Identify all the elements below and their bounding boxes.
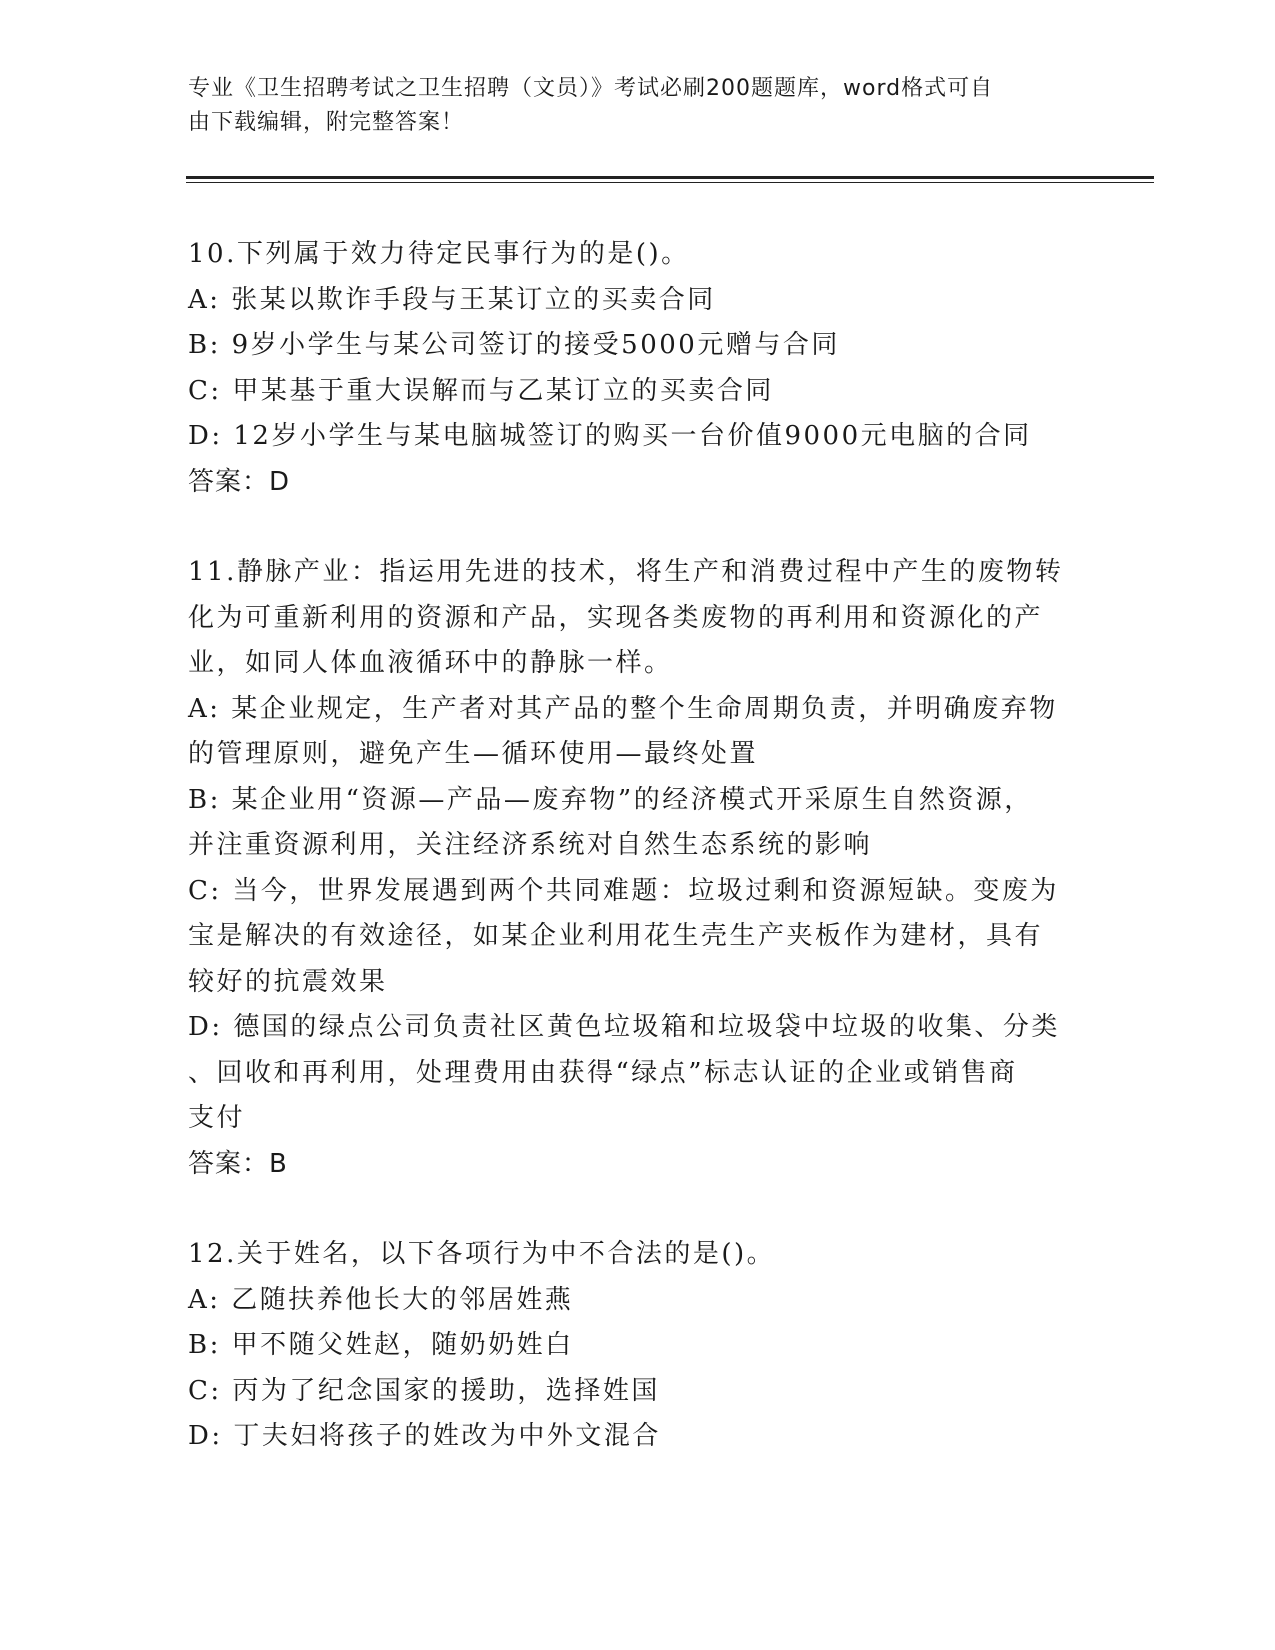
question-12 — [188, 1232, 1088, 1460]
header-line-2: 由下载编辑，附完整答案！ — [188, 110, 465, 135]
option-c: C: 当今，世界发展遇到两个共同难题：垃圾过剩和资源短缺。变废为 — [188, 875, 1059, 906]
question-stem: 10.下列属于效力待定民事行为的是()。 — [188, 239, 690, 269]
option-d: D: 丁夫妇将孩子的姓改为中外文混合 — [188, 1421, 661, 1451]
option-d: D: 德国的绿点公司负责社区黄色垃圾箱和垃圾袋中垃圾的收集、分类 — [188, 1012, 1060, 1042]
option-d-continued: 、回收和再利用，处理费用由获得“绿点”标志认证的企业或销售商 — [188, 1057, 1018, 1088]
option-b: B: 9岁小学生与某公司签订的接受5000元赠与合同 — [188, 330, 840, 360]
option-b-continued: 并注重资源利用，关注经济系统对自然生态系统的影响 — [188, 830, 873, 860]
answer-line: 答案：D — [188, 466, 291, 497]
header-divider-thin — [186, 182, 1154, 183]
document-header — [188, 72, 1068, 140]
option-b: B: 某企业用“资源—产品—废弃物”的经济模式开采原生自然资源， — [188, 784, 1033, 815]
question-list — [188, 232, 1088, 1460]
spacer — [188, 505, 1088, 550]
question-stem: 11.静脉产业：指运用先进的技术，将生产和消费过程中产生的废物转 — [188, 557, 1064, 587]
question-10 — [188, 232, 1088, 505]
header-line-1: 专业《卫生招聘考试之卫生招聘（文员）》考试必刷200题题库，word格式可自 — [188, 76, 994, 101]
question-stem: 业，如同人体血液循环中的静脉一样。 — [188, 648, 673, 678]
question-11 — [188, 550, 1088, 1187]
option-d-continued: 支付 — [188, 1103, 246, 1133]
answer-line: 答案：B — [188, 1148, 288, 1179]
option-a: A: 某企业规定，生产者对其产品的整个生命周期负责，并明确废弃物 — [188, 693, 1058, 724]
question-stem: 化为可重新利用的资源和产品，实现各类废物的再利用和资源化的产 — [188, 602, 1044, 633]
option-d: D: 12岁小学生与某电脑城签订的购买一台价值9000元电脑的合同 — [188, 421, 1032, 451]
option-c-continued: 较好的抗震效果 — [188, 966, 388, 997]
option-a: A: 张某以欺诈手段与王某订立的买卖合同 — [188, 284, 716, 315]
option-c-continued: 宝是解决的有效途径，如某企业利用花生壳生产夹板作为建材，具有 — [188, 921, 1044, 951]
header-divider-thick — [186, 176, 1154, 179]
option-c: C: 甲某基于重大误解而与乙某订立的买卖合同 — [188, 375, 774, 406]
option-c: C: 丙为了纪念国家的援助，选择姓国 — [188, 1375, 660, 1406]
option-a-continued: 的管理原则，避免产生—循环使用—最终处置 — [188, 739, 759, 769]
option-b: B: 甲不随父姓赵，随奶奶姓白 — [188, 1330, 574, 1360]
option-a: A: 乙随扶养他长大的邻居姓燕 — [188, 1284, 574, 1315]
spacer — [188, 1187, 1088, 1232]
question-stem: 12.关于姓名，以下各项行为中不合法的是()。 — [188, 1239, 776, 1269]
